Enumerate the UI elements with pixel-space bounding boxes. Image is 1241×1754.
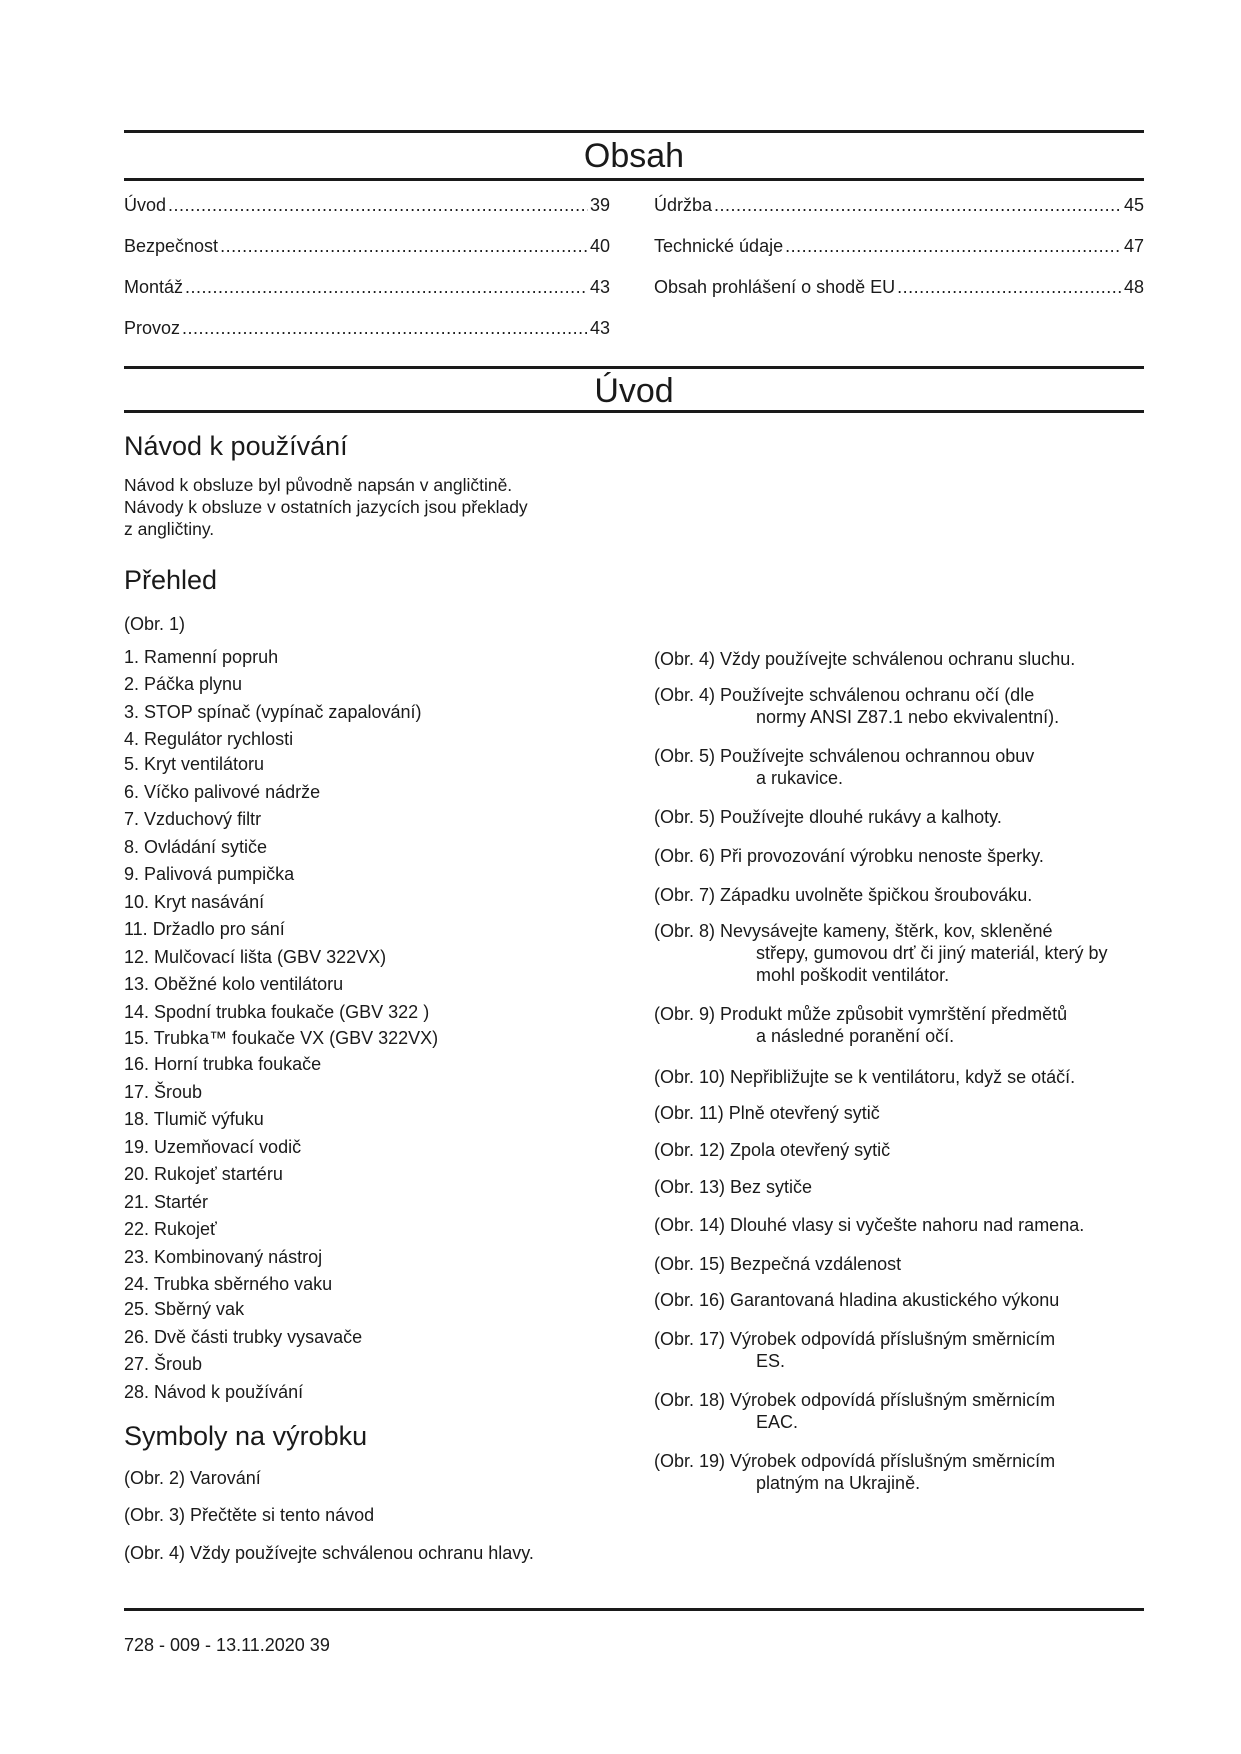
symbol-item-text: (Obr. 4) Používejte schválenou ochranu očí (dle — [654, 685, 1035, 705]
symbol-item-continuation: a rukavice. — [756, 768, 844, 788]
toc-entry-page: 43 — [589, 318, 610, 338]
toc-entry-page: 48 — [1123, 277, 1144, 297]
toc-leader-dots — [785, 235, 1122, 257]
symbol-item: (Obr. 3) Přečtěte si tento návod — [124, 1505, 375, 1525]
manual-text-line: Návody k obsluze v ostatních jazycích jsou překlady — [124, 497, 528, 517]
toc-entry-label: Úvod — [124, 195, 167, 215]
toc-title: Obsah — [583, 137, 685, 175]
symbol-item-continuation: ES. — [756, 1351, 786, 1371]
toc-entry-udrzba[interactable] — [654, 194, 1144, 216]
manual-text — [124, 474, 604, 540]
part-item: 2. Páčka plynu — [124, 674, 243, 694]
symbol-item: (Obr. 4) Vždy používejte schválenou ochranu hlavy. — [124, 1543, 534, 1563]
toc-leader-dots — [182, 317, 588, 339]
symbol-item-text: (Obr. 18) Výrobek odpovídá příslušným směrnicím — [654, 1390, 1056, 1410]
part-item: 21. Startér — [124, 1192, 209, 1212]
symbol-item — [654, 1139, 1144, 1161]
part-item: 27. Šroub — [124, 1354, 203, 1374]
toc-entry-prohlaseni-eu[interactable] — [654, 276, 1144, 298]
part-item: 15. Trubka™ foukače VX (GBV 322VX) — [124, 1028, 439, 1048]
toc-entry-label: Provoz — [124, 318, 181, 338]
symbol-item — [654, 1176, 1144, 1198]
symbols-heading: Symboly na výrobku — [124, 1421, 368, 1451]
toc-entry-uvod[interactable] — [124, 194, 610, 216]
symbol-item-text: (Obr. 9) Produkt může způsobit vymrštění předmětů — [654, 1004, 1068, 1024]
part-item: 6. Víčko palivové nádrže — [124, 782, 321, 802]
part-item: 16. Horní trubka foukače — [124, 1054, 322, 1074]
symbol-item — [654, 745, 1144, 789]
toc-entry-provoz[interactable] — [124, 317, 610, 339]
symbol-item — [654, 1289, 1144, 1311]
symbol-item — [654, 648, 1144, 670]
symbol-item — [654, 1066, 1144, 1088]
overview-figure-ref: (Obr. 1) — [124, 614, 186, 634]
symbol-item — [654, 920, 1144, 986]
symbol-item — [654, 806, 1144, 828]
part-item: 17. Šroub — [124, 1082, 203, 1102]
symbol-item-text: (Obr. 11) Plně otevřený sytič — [654, 1103, 880, 1123]
manual-text-line: z angličtiny. — [124, 519, 215, 539]
toc-entry-technicke-udaje[interactable] — [654, 235, 1144, 257]
part-item: 23. Kombinovaný nástroj — [124, 1247, 323, 1267]
toc-top-rule — [124, 130, 1144, 133]
intro-top-rule — [124, 366, 1144, 369]
part-item: 10. Kryt nasávání — [124, 892, 265, 912]
symbol-item-text: (Obr. 7) Západku uvolněte špičkou šroubováku. — [654, 885, 1033, 905]
symbol-item-text: (Obr. 10) Nepřibližujte se k ventilátoru, když se otáčí. — [654, 1067, 1076, 1087]
manual-heading: Návod k používání — [124, 431, 348, 461]
toc-entry-montaz[interactable] — [124, 276, 610, 298]
symbol-item-continuation: EAC. — [756, 1412, 799, 1432]
toc-entry-page: 43 — [589, 277, 610, 297]
symbol-item-text: (Obr. 19) Výrobek odpovídá příslušným směrnicím — [654, 1451, 1056, 1471]
part-item: 25. Sběrný vak — [124, 1299, 245, 1319]
toc-entry-label: Údržba — [654, 195, 713, 215]
symbol-item — [654, 845, 1144, 867]
part-item: 9. Palivová pumpička — [124, 864, 295, 884]
part-item: 4. Regulátor rychlosti — [124, 729, 294, 749]
toc-entry-label: Obsah prohlášení o shodě EU — [654, 277, 896, 297]
symbol-item-text: (Obr. 8) Nevysávejte kameny, štěrk, kov, skleněné — [654, 921, 1053, 941]
toc-bottom-rule — [124, 178, 1144, 181]
toc-entry-page: 39 — [589, 195, 610, 215]
part-item: 20. Rukojeť startéru — [124, 1164, 283, 1184]
symbol-item-text: (Obr. 17) Výrobek odpovídá příslušným směrnicím — [654, 1329, 1056, 1349]
symbol-item-continuation: platným na Ukrajině. — [756, 1473, 921, 1493]
symbol-item — [654, 1253, 1144, 1275]
toc-leader-dots — [185, 276, 588, 298]
symbol-item-continuation: normy ANSI Z87.1 nebo ekvivalentní). — [756, 707, 1060, 727]
symbol-item-text: (Obr. 4) Vždy používejte schválenou ochranu sluchu. — [654, 649, 1076, 669]
symbol-item-text: (Obr. 12) Zpola otevřený sytič — [654, 1140, 891, 1160]
manual-page — [124, 0, 1144, 1754]
symbol-item — [654, 884, 1144, 906]
part-item: 26. Dvě části trubky vysavače — [124, 1327, 363, 1347]
toc-leader-dots — [168, 194, 588, 216]
footer-rule — [124, 1608, 1144, 1611]
part-item: 12. Mulčovací lišta (GBV 322VX) — [124, 947, 387, 967]
symbol-item — [654, 1389, 1144, 1433]
part-item: 11. Držadlo pro sání — [124, 919, 285, 939]
symbol-item-text: (Obr. 5) Používejte dlouhé rukávy a kalhoty. — [654, 807, 1002, 827]
intro-title: Úvod — [594, 372, 674, 410]
toc-leader-dots — [220, 235, 588, 257]
toc-leader-dots — [714, 194, 1122, 216]
toc-leader-dots — [897, 276, 1122, 298]
toc-entry-label: Technické údaje — [654, 236, 784, 256]
symbol-item — [654, 1450, 1144, 1494]
overview-heading: Přehled — [124, 565, 218, 595]
part-item: 13. Oběžné kolo ventilátoru — [124, 974, 344, 994]
symbol-item — [654, 1003, 1144, 1047]
part-item: 14. Spodní trubka foukače (GBV 322 ) — [124, 1002, 430, 1022]
toc-entry-page: 47 — [1123, 236, 1144, 256]
part-item: 7. Vzduchový filtr — [124, 809, 262, 829]
symbol-item — [654, 684, 1144, 728]
symbol-item-continuation: střepy, gumovou drť či jiný materiál, který by — [756, 943, 1108, 963]
part-item: 24. Trubka sběrného vaku — [124, 1274, 333, 1294]
toc-entry-page: 45 — [1123, 195, 1144, 215]
symbol-item — [654, 1328, 1144, 1372]
part-item: 8. Ovládání sytiče — [124, 837, 268, 857]
symbol-item-text: (Obr. 5) Používejte schválenou ochrannou obuv — [654, 746, 1035, 766]
manual-text-line: Návod k obsluze byl původně napsán v angličtině. — [124, 475, 513, 495]
toc-entry-label: Montáž — [124, 277, 184, 297]
part-item: 5. Kryt ventilátoru — [124, 754, 265, 774]
toc-entry-page: 40 — [589, 236, 610, 256]
symbol-item — [654, 1214, 1144, 1236]
intro-bottom-rule — [124, 410, 1144, 413]
symbol-item-continuation: mohl poškodit ventilátor. — [756, 965, 950, 985]
part-item: 3. STOP spínač (vypínač zapalování) — [124, 702, 422, 722]
part-item: 1. Ramenní popruh — [124, 647, 279, 667]
footer-text: 728 - 009 - 13.11.2020 39 — [124, 1635, 330, 1655]
symbol-item — [654, 1102, 1144, 1124]
part-item: 22. Rukojeť — [124, 1219, 217, 1239]
part-item: 18. Tlumič výfuku — [124, 1109, 264, 1129]
symbol-item-text: (Obr. 15) Bezpečná vzdálenost — [654, 1254, 902, 1274]
symbol-item-text: (Obr. 16) Garantovaná hladina akustického výkonu — [654, 1290, 1060, 1310]
symbol-item-text: (Obr. 14) Dlouhé vlasy si vyčešte nahoru nad ramena. — [654, 1215, 1085, 1235]
part-item: 28. Návod k používání — [124, 1382, 304, 1402]
part-item: 19. Uzemňovací vodič — [124, 1137, 302, 1157]
symbol-item-text: (Obr. 13) Bez sytiče — [654, 1177, 813, 1197]
symbol-item-continuation: a následné poranění očí. — [756, 1026, 955, 1046]
toc-entry-bezpecnost[interactable] — [124, 235, 610, 257]
symbol-item-text: (Obr. 6) Při provozování výrobku nenoste šperky. — [654, 846, 1044, 866]
toc-entry-label: Bezpečnost — [124, 236, 219, 256]
symbol-item: (Obr. 2) Varování — [124, 1468, 261, 1488]
